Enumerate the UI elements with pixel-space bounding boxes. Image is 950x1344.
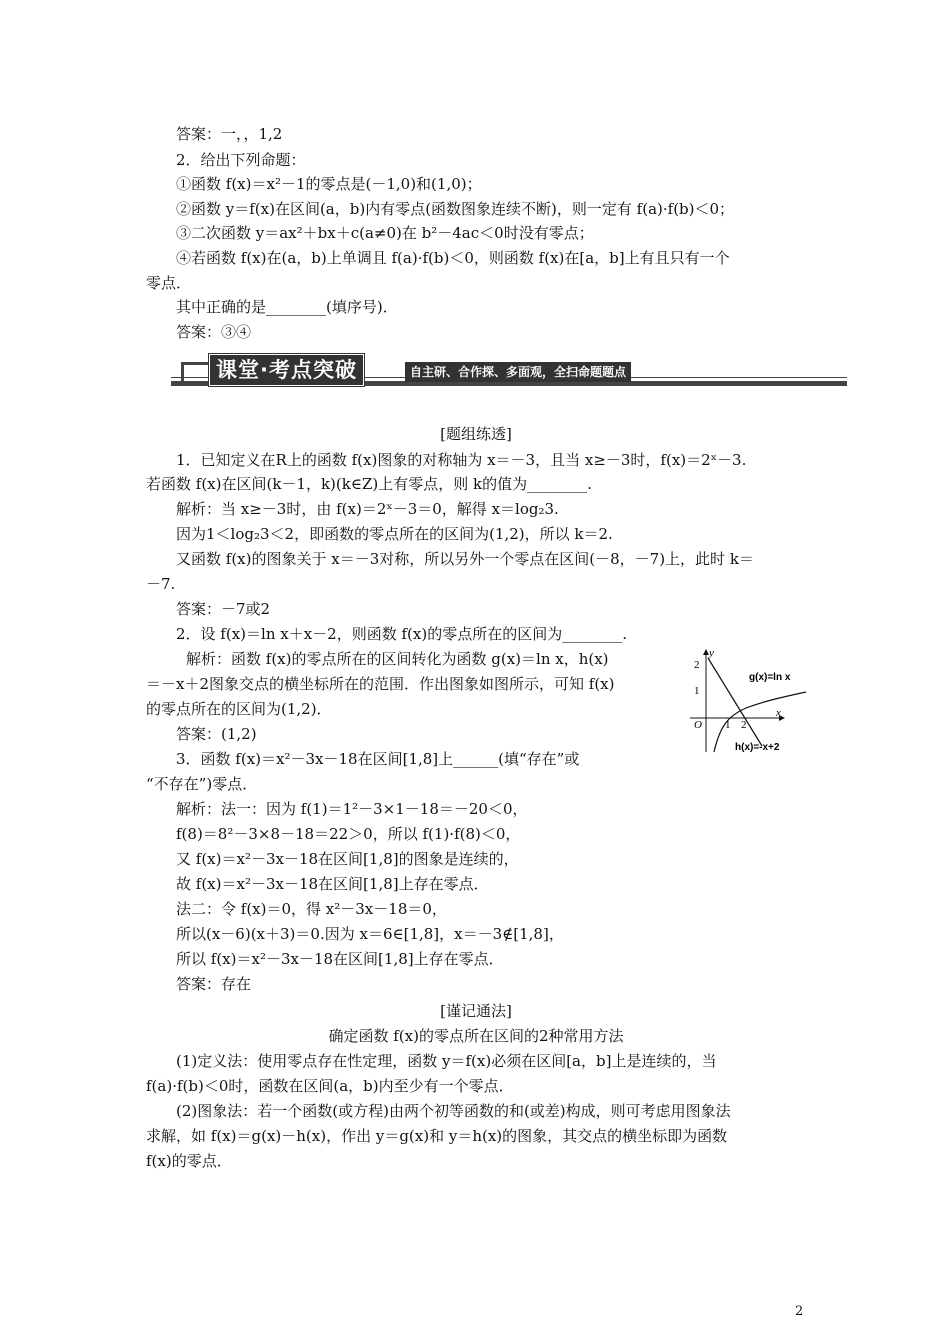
question-2-answer: 答案：③④ [176,323,252,341]
proposition-2: ②函数 y＝f(x)在区间(a，b)内有零点(函数图象连续不断)，则一定有 f(a)·f(b)＜0； [176,200,735,218]
g-label: g(x)=ln x [749,672,791,683]
problem-1-line-2: 若函数 f(x)在区间(k－1，k)(k∈Z)上有零点，则 k的值为________. [146,475,592,493]
method-2-line-1: (2)图象法：若一个函数(或方程)由两个初等函数的和(或差)构成，则可考虑用图象法 [176,1102,731,1120]
problem-2-line-1: 2．设 f(x)＝ln x＋x－2，则函数 f(x)的零点所在的区间为________. [176,625,627,643]
h-label: h(x)=-x+2 [735,742,780,753]
question-2-prompt: 其中正确的是________(填序号)． [176,298,398,316]
method-2-line-2: 求解，如 f(x)＝g(x)－h(x)，作出 y＝g(x)和 y＝h(x)的图象，其交点的横坐标即为函数 [146,1127,728,1145]
function-graph [686,646,812,756]
question-2-heading: 2．给出下列命题： [176,151,306,169]
banner-title: 课堂·考点突破 [209,354,364,386]
problem-3-solution-5: 法二：令 f(x)＝0，得 x²－3x－18＝0， [176,900,447,918]
problem-1-line-1: 1．已知定义在R上的函数 f(x)图象的对称轴为 x＝－3，且当 x≥－3时，f(x)＝2ˣ－3. [176,451,747,469]
problem-3-line-1: 3．函数 f(x)＝x²－3x－18在区间[1,8]上______(填“存在”或 [176,750,580,768]
proposition-1: ①函数 f(x)＝x²－1的零点是(－1,0)和(1,0)； [176,175,482,193]
banner-subtitle: 自主研、合作探、多面观，全扫命题题点 [405,362,631,382]
method-title: 确定函数 f(x)的零点所在区间的2种常用方法 [328,1027,624,1045]
problem-1-solution-3: 又函数 f(x)的图象关于 x＝－3对称，所以另外一个零点在区间(－8，－7)上，此时 k＝ [176,550,754,568]
problem-3-answer: 答案：存在 [176,975,252,993]
y-tick-2: 2 [694,659,700,671]
method-1-line-2: f(a)·f(b)＜0时，函数在区间(a，b)内至少有一个零点． [146,1077,514,1095]
section-heading-methods: [谨记通法] [440,1002,512,1020]
problem-2-answer: 答案：(1,2) [176,725,257,743]
proposition-4: ④若函数 f(x)在(a，b)上单调且 f(a)·f(b)＜0，则函数 f(x)在[a，b]上有且只有一个 [176,249,730,267]
problem-1-solution-1: 解析：当 x≥－3时，由 f(x)＝2ˣ－3＝0，解得 x＝log₂3. [176,500,559,518]
x-tick-1: 1 [725,719,731,731]
x-tick-2: 2 [741,719,747,731]
banner-decoration [181,362,208,381]
problem-2-solution-3: 的零点所在的区间为(1,2)． [146,700,332,718]
problem-3-line-2: “不存在”)零点． [146,775,258,793]
problem-1-answer: 答案：－7或2 [176,600,271,618]
section-banner [171,356,847,386]
method-2-line-3: f(x)的零点． [146,1152,232,1170]
problem-2-solution-2: ＝－x＋2图象交点的横坐标所在的范围．作出图象如图所示，可知 f(x) [146,675,615,693]
proposition-4-cont: 零点． [146,274,192,292]
problem-3-solution-7: 所以 f(x)＝x²－3x－18在区间[1,8]上存在零点． [176,950,504,968]
problem-3-solution-6: 所以(x－6)(x＋3)＝0.因为 x＝6∈[1,8]，x＝－3∉[1,8]， [176,925,564,943]
problem-3-solution-1: 解析：法一：因为 f(1)＝1²－3×1－18＝－20＜0， [176,800,528,818]
proposition-3: ③二次函数 y＝ax²＋bx＋c(a≠0)在 b²－4ac＜0时没有零点； [176,224,594,242]
origin-label: O [694,719,702,731]
problem-1-solution-4: －7. [146,575,176,593]
problem-3-solution-4: 故 f(x)＝x²－3x－18在区间[1,8]上存在零点． [176,875,489,893]
problem-2-solution-1: 解析：函数 f(x)的零点所在的区间转化为函数 g(x)＝ln x，h(x) [186,650,609,668]
section-heading-practice: [题组练透] [440,425,512,443]
page-number: 2 [795,1304,804,1319]
problem-1-solution-2: 因为1＜log₂3＜2，即函数的零点所在的区间为(1,2)，所以 k＝2. [176,525,613,543]
y-axis-label: y [709,647,714,659]
method-1-line-1: (1)定义法：使用零点存在性定理，函数 y＝f(x)必须在区间[a，b]上是连续的，当 [176,1052,717,1070]
problem-3-solution-3: 又 f(x)＝x²－3x－18在区间[1,8]的图象是连续的， [176,850,519,868]
x-axis-label: x [776,707,781,719]
answer-line: 答案：一，，1,2 [176,125,283,143]
problem-3-solution-2: f(8)＝8²－3×8－18＝22＞0，所以 f(1)·f(8)＜0， [176,825,521,843]
y-tick-1: 1 [694,685,700,697]
